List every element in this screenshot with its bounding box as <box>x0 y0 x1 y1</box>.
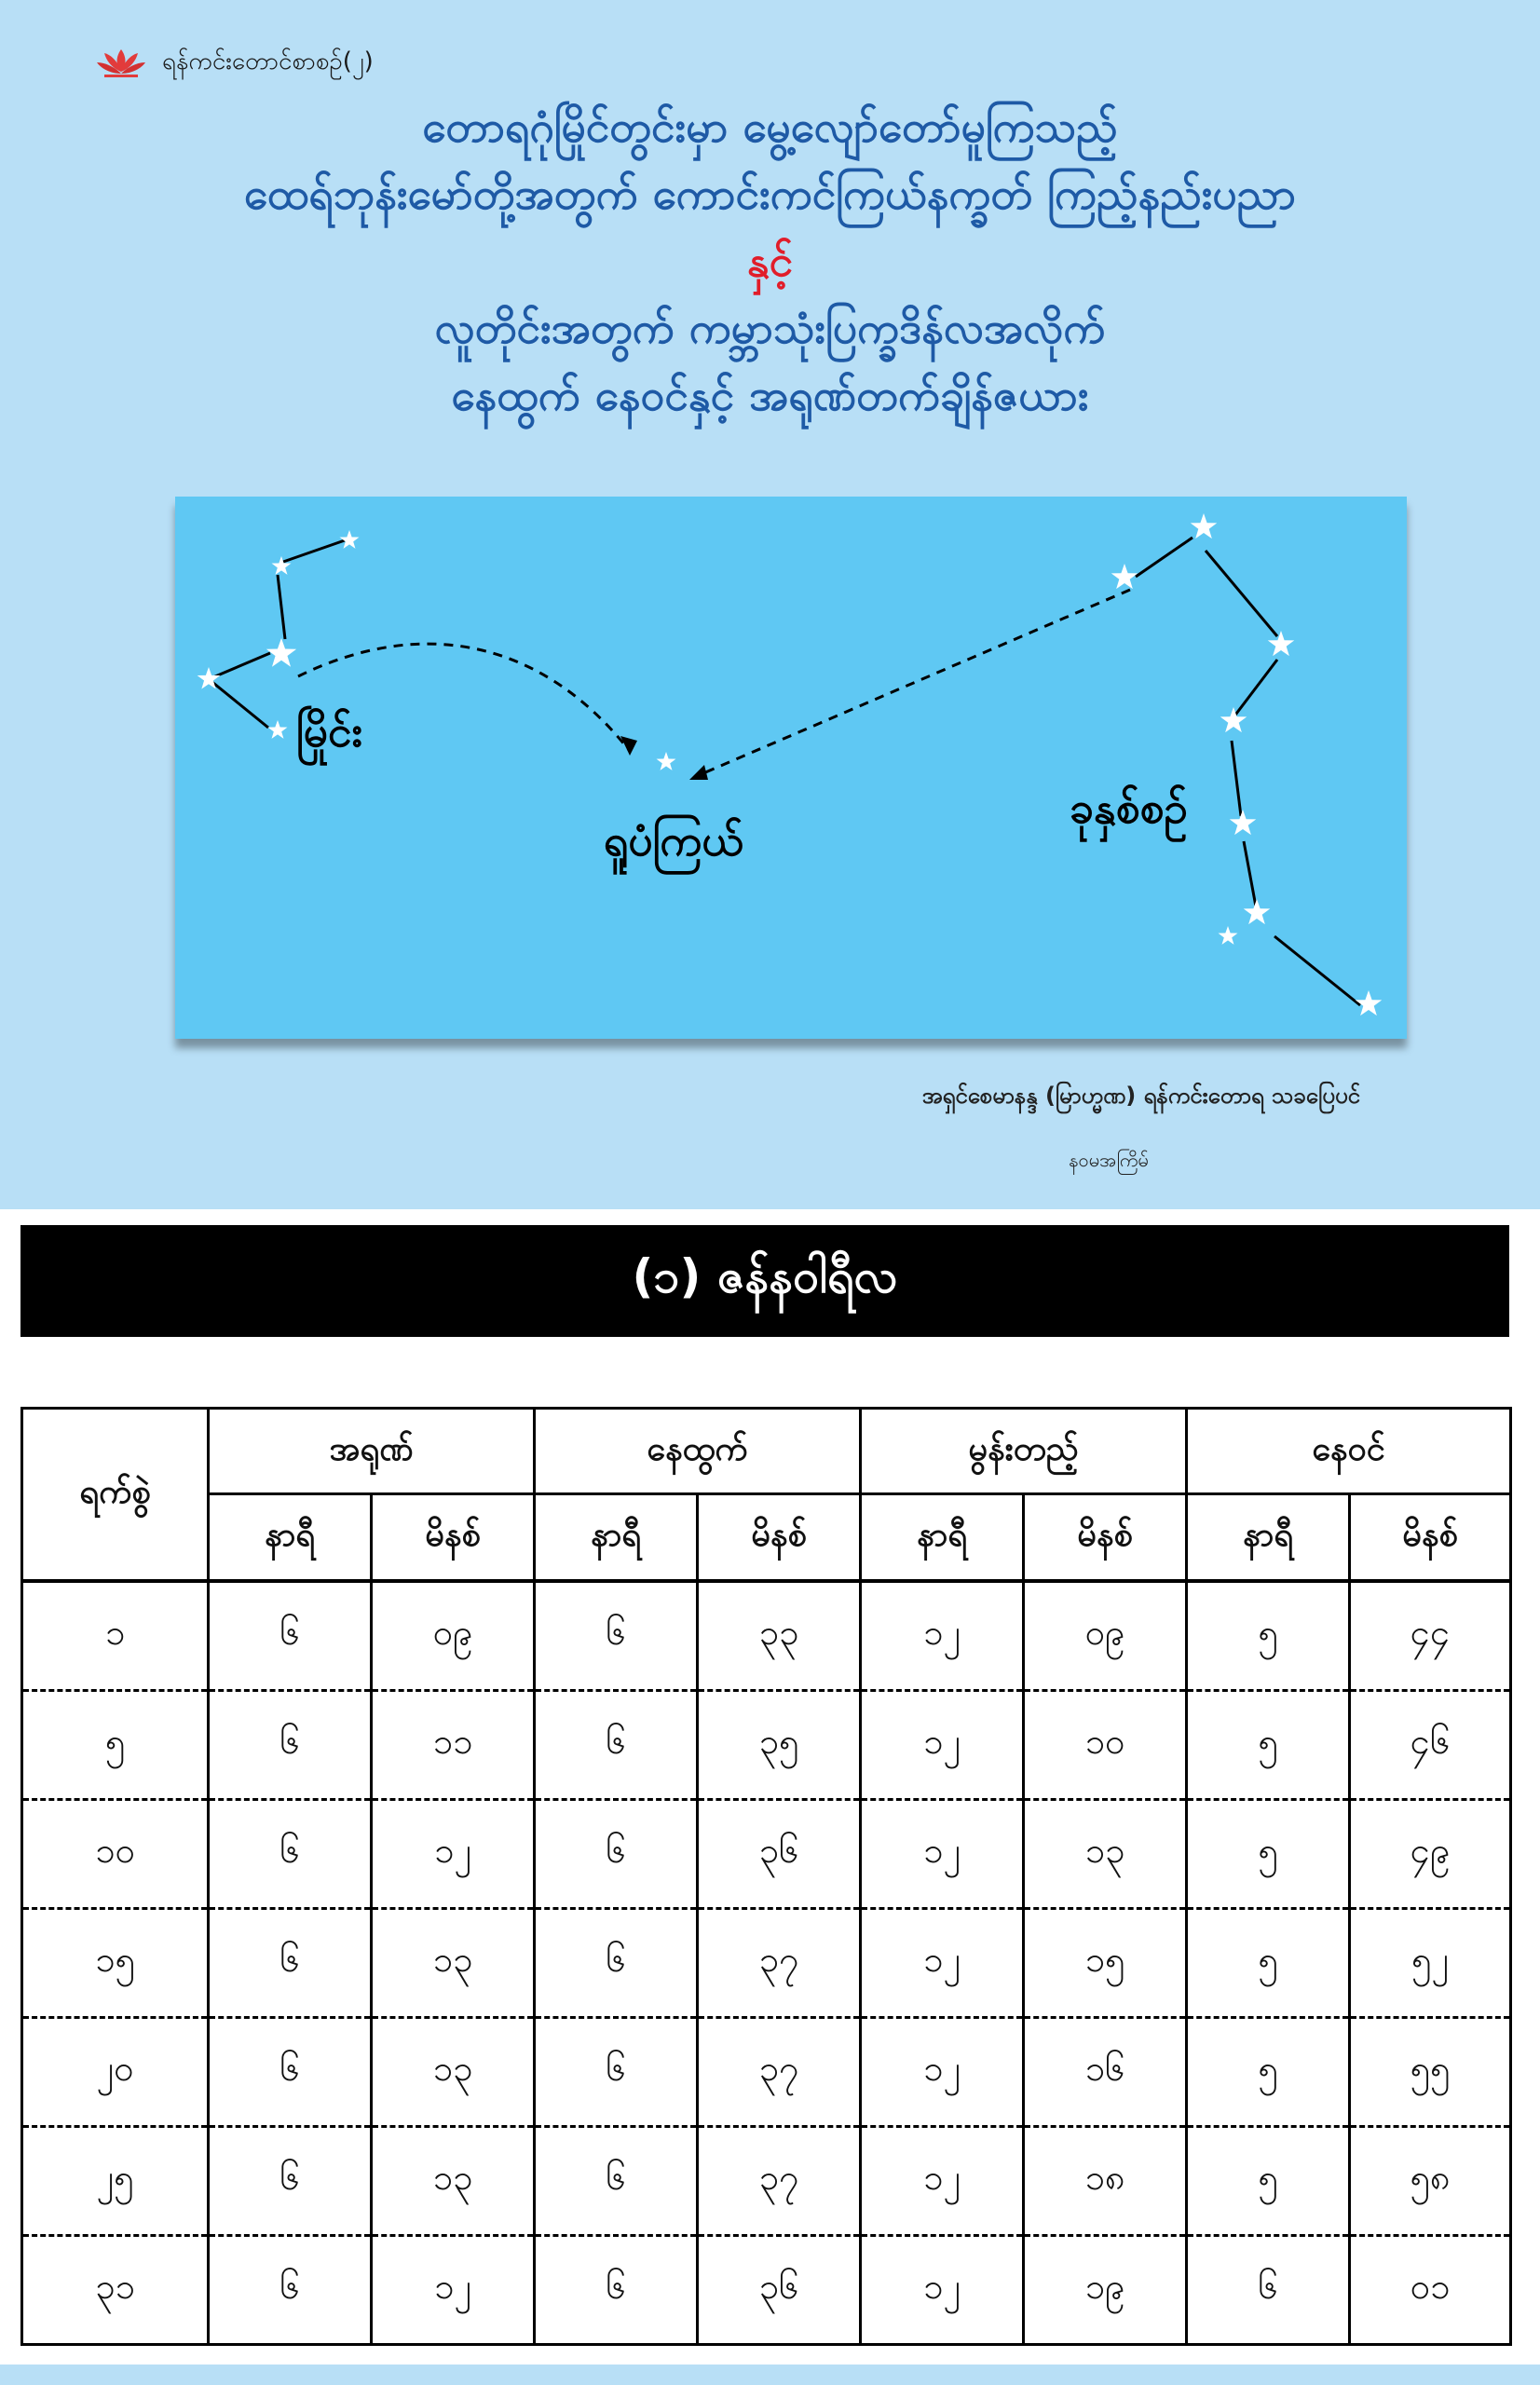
title-line-4: လူတိုင်းအတွက် ကမ္ဘာသုံးပြက္ခဒိန်လအလိုက် <box>434 303 1106 353</box>
sunset-hour: ၅ <box>1187 1909 1350 2018</box>
table-row <box>22 2236 1511 2345</box>
sunset-minute: ၄၄ <box>1350 1581 1511 1691</box>
noon-hour: ၁၂ <box>861 2236 1024 2345</box>
sunset-minute: ၄၆ <box>1350 1691 1511 1800</box>
sub-header-minute: မိနစ် <box>698 1494 861 1582</box>
star-icon <box>266 638 296 667</box>
sub-header-minute: မိနစ် <box>1350 1494 1511 1582</box>
day-cell: ၂၀ <box>22 2018 209 2127</box>
sunrise-hour: ၆ <box>535 2127 698 2236</box>
noon-hour: ၁၂ <box>861 1909 1024 2018</box>
group-header-dawn: အရုဏ် <box>209 1409 535 1494</box>
noon-minute: ၀၉ <box>1024 1581 1187 1691</box>
group-header-noon: မွန်းတည့် <box>861 1409 1187 1494</box>
sub-header-hour: နာရီ <box>535 1494 698 1582</box>
sunrise-hour: ၆ <box>535 1800 698 1909</box>
day-cell: ၁၅ <box>22 1909 209 2018</box>
sun-time-table <box>20 1407 1512 2346</box>
sunset-hour: ၅ <box>1187 2127 1350 2236</box>
sunset-minute: ၀၁ <box>1350 2236 1511 2345</box>
day-cell: ၁ <box>22 1581 209 1691</box>
title-line-2: ထေရ်ဘုန်းမော်တို့အတွက် ကောင်းကင်ကြယ်နက္ခတ် ကြည့်နည်းပညာ <box>243 169 1297 219</box>
star-icon <box>1230 810 1257 835</box>
day-cell: ၂၅ <box>22 2127 209 2236</box>
constellation-label-right: ခုနှစ်စဉ် <box>1070 783 1188 833</box>
sub-header-hour: နာရီ <box>861 1494 1024 1582</box>
noon-hour: ၁၂ <box>861 2127 1024 2236</box>
table-row <box>22 1581 1511 1691</box>
sub-header-hour: နာရီ <box>209 1494 372 1582</box>
sunrise-minute: ၃၆ <box>698 1800 861 1909</box>
noon-minute: ၁၅ <box>1024 1909 1187 2018</box>
day-cell: ၅ <box>22 1691 209 1800</box>
title-line-1: တောရဂုံမြိုင်တွင်းမှာ မွေ့လျော်တော်မူကြသည့် <box>422 102 1118 152</box>
noon-minute: ၁၉ <box>1024 2236 1187 2345</box>
star-icon <box>1111 564 1138 589</box>
noon-hour: ၁၂ <box>861 1800 1024 1909</box>
right-constellation-lines <box>1136 538 1360 1005</box>
sunrise-minute: ၃၅ <box>698 1691 861 1800</box>
day-column-header: ရက်စွဲ <box>22 1409 209 1582</box>
sunrise-minute: ၃၃ <box>698 1581 861 1691</box>
table-row <box>22 2127 1511 2236</box>
header-logo-row <box>93 39 374 86</box>
sunset-hour: ၅ <box>1187 1691 1350 1800</box>
dawn-hour: ၆ <box>209 2127 372 2236</box>
star-icon <box>1220 707 1247 732</box>
dawn-minute: ၀၉ <box>372 1581 535 1691</box>
sunrise-hour: ၆ <box>535 1691 698 1800</box>
sunrise-hour: ၆ <box>535 2236 698 2345</box>
dawn-hour: ၆ <box>209 1691 372 1800</box>
guide-arrows <box>298 590 1130 776</box>
dawn-minute: ၁၃ <box>372 2127 535 2236</box>
bottom-strip <box>0 2365 1540 2385</box>
table-row <box>22 1800 1511 1909</box>
sunrise-hour: ၆ <box>535 1581 698 1691</box>
noon-hour: ၁၂ <box>861 1581 1024 1691</box>
constellation-label-center: ရူပံကြယ် <box>604 815 744 865</box>
dawn-minute: ၁၃ <box>372 1909 535 2018</box>
day-cell: ၁၀ <box>22 1800 209 1909</box>
sub-header-minute: မိနစ် <box>372 1494 535 1582</box>
left-constellation-lines <box>209 540 345 728</box>
star-icon <box>1219 926 1238 945</box>
sunrise-minute: ၃၆ <box>698 2236 861 2345</box>
noon-minute: ၁၃ <box>1024 1800 1187 1909</box>
star-icon <box>1268 631 1295 656</box>
star-chart <box>175 497 1407 1039</box>
table-row <box>22 1909 1511 2018</box>
sunset-minute: ၅၈ <box>1350 2127 1511 2236</box>
sunrise-minute: ၃၇ <box>698 2018 861 2127</box>
dawn-hour: ၆ <box>209 1909 372 2018</box>
center-star <box>657 752 676 770</box>
day-cell: ၃၁ <box>22 2236 209 2345</box>
author-credit: အရှင်စေမာနန္ဒ (မြာဟ္မဏ) ရန်ကင်းတောရ သခပြေပင် <box>921 1083 1360 1109</box>
noon-minute: ၁၀ <box>1024 1691 1187 1800</box>
noon-hour: ၁၂ <box>861 2018 1024 2127</box>
sunset-minute: ၅၂ <box>1350 1909 1511 2018</box>
dawn-minute: ၁၂ <box>372 1800 535 1909</box>
sunset-hour: ၆ <box>1187 2236 1350 2345</box>
title-line-3: နှင့် <box>746 236 794 286</box>
noon-minute: ၁၆ <box>1024 2018 1187 2127</box>
noon-hour: ၁၂ <box>861 1691 1024 1800</box>
group-header-sunrise: နေထွက် <box>535 1409 861 1494</box>
edition-note: နဝမအကြိမ် <box>1069 1149 1149 1171</box>
star-icon <box>340 530 360 549</box>
sunset-hour: ၅ <box>1187 1800 1350 1909</box>
star-icon <box>268 720 288 739</box>
sunset-minute: ၄၉ <box>1350 1800 1511 1909</box>
dawn-hour: ၆ <box>209 1800 372 1909</box>
star-icon <box>1191 513 1218 538</box>
dawn-minute: ၁၁ <box>372 1691 535 1800</box>
sunrise-minute: ၃၇ <box>698 2127 861 2236</box>
series-label: ရန်ကင်းတောင်စာစဉ်(၂) <box>162 47 374 75</box>
sunrise-hour: ၆ <box>535 1909 698 2018</box>
month-title: (၁) ဇန်နဝါရီလ <box>632 1248 898 1303</box>
table-row <box>22 2018 1511 2127</box>
dawn-hour: ၆ <box>209 2236 372 2345</box>
sunset-hour: ၅ <box>1187 1581 1350 1691</box>
star-icon <box>1356 990 1383 1015</box>
noon-minute: ၁၈ <box>1024 2127 1187 2236</box>
dawn-hour: ၆ <box>209 2018 372 2127</box>
month-title-bar <box>20 1225 1509 1337</box>
sub-header-minute: မိနစ် <box>1024 1494 1187 1582</box>
title-line-5: နေထွက် နေဝင်နှင့် အရုဏ်တက်ချိန်ဇယား <box>451 370 1089 420</box>
table-row <box>22 1691 1511 1800</box>
dawn-hour: ၆ <box>209 1581 372 1691</box>
sunrise-hour: ၆ <box>535 2018 698 2127</box>
sub-header-hour: နာရီ <box>1187 1494 1350 1582</box>
star-icon <box>1244 899 1271 924</box>
title-block <box>0 93 1540 429</box>
dawn-minute: ၁၂ <box>372 2236 535 2345</box>
sunset-hour: ၅ <box>1187 2018 1350 2127</box>
sunrise-minute: ၃၇ <box>698 1909 861 2018</box>
star-icon <box>657 752 676 770</box>
sunset-minute: ၅၅ <box>1350 2018 1511 2127</box>
constellation-label-left: မြိုင်း <box>296 706 363 756</box>
right-stars <box>1111 513 1383 1015</box>
star-chart-panel <box>175 497 1407 1039</box>
group-header-sunset: နေဝင် <box>1187 1409 1511 1494</box>
lotus-logo-icon <box>93 44 149 81</box>
dawn-minute: ၁၃ <box>372 2018 535 2127</box>
